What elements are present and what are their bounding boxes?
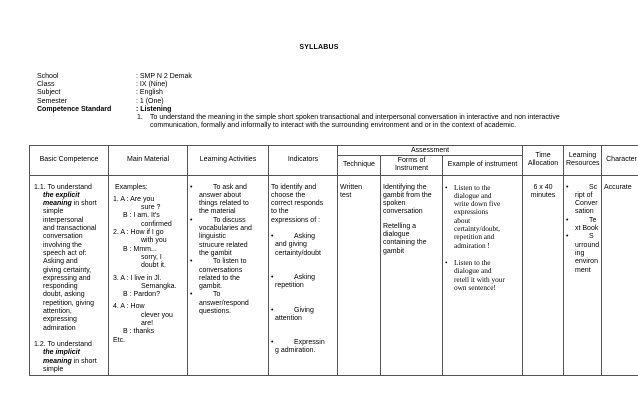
example-line: admiration ! <box>454 240 490 250</box>
activity-line: answer about <box>199 191 242 199</box>
technique-line: Written <box>340 183 363 191</box>
activity-line: gambit. <box>199 283 222 291</box>
activity-item <box>190 291 266 316</box>
activity-line: questions. <box>199 308 231 316</box>
info-label: Competence Standard <box>37 105 112 113</box>
material-line: are! <box>141 320 154 328</box>
indicator-intro-line: expressions of : <box>271 216 321 224</box>
info-label: Semester <box>37 97 67 105</box>
info-row-semester <box>37 98 192 106</box>
competence-item-number: 1. <box>137 114 143 121</box>
bc-line: conversation <box>43 233 83 241</box>
cell-main-material <box>109 175 188 376</box>
resource-line: S <box>589 233 594 241</box>
bullet-icon: • <box>566 216 569 224</box>
material-line: B : Pardon? <box>123 291 160 299</box>
header-basic-competence: Basic Competence <box>30 146 109 176</box>
cell-basic-competence <box>30 175 109 376</box>
material-line: B : I am. It's <box>123 212 160 220</box>
info-value: : 1 (One) <box>136 97 164 105</box>
activity-line: linguistic <box>199 233 226 241</box>
material-etc: Etc. <box>113 336 126 344</box>
bullet-icon: • <box>190 258 193 266</box>
bullet-icon: • <box>271 339 274 347</box>
table-row <box>30 175 638 376</box>
info-value: : SMP N 2 Demak <box>136 73 192 80</box>
cell-learning-resources <box>564 175 602 376</box>
activity-item <box>190 258 266 291</box>
bullet-icon: • <box>271 306 274 314</box>
activity-line: conversations <box>199 266 243 274</box>
competence-standard-list <box>137 114 607 130</box>
activity-item <box>190 184 266 217</box>
indicator-item <box>271 233 335 241</box>
info-label: Subject <box>37 89 61 97</box>
header-forms-of-instrument: Forms of Instrument <box>381 156 443 176</box>
material-line: sorry, I <box>141 253 162 261</box>
resource-line: urround <box>575 241 600 249</box>
technique-line: test <box>340 191 352 199</box>
bc-line: simple <box>43 365 64 373</box>
indicator-line: repetition <box>275 282 304 290</box>
material-line: sure ? <box>141 204 161 212</box>
bc-number: 1.2. <box>34 340 46 348</box>
bc-number: 1.1. <box>34 183 46 191</box>
activity-line: answer/respond <box>199 299 249 307</box>
cell-time-allocation <box>523 175 564 376</box>
bullet-icon: • <box>566 233 569 241</box>
forms-line: conversation <box>383 208 423 216</box>
bullet-icon: • <box>445 182 448 192</box>
competence-item <box>137 114 607 130</box>
forms-line: gambit from the <box>383 191 432 199</box>
resource-item <box>566 184 599 192</box>
bullet-icon: • <box>445 257 448 267</box>
bc-line: the explicit <box>43 191 80 199</box>
bc-line: expressing and <box>43 274 91 282</box>
example-line: retell it with your <box>454 274 505 284</box>
activity-line: related to the <box>199 274 240 282</box>
indicator-line: Asking <box>294 273 316 281</box>
material-line: doubt it. <box>141 262 166 270</box>
bc-line: speech act of: <box>43 249 87 257</box>
activity-line: To ask and <box>213 183 247 191</box>
bc-keyword: meaning <box>43 357 72 365</box>
resource-line: ript of <box>575 191 593 199</box>
example-line: dialogue and <box>454 266 492 276</box>
material-line: 4. A : How <box>113 303 145 311</box>
header-indicators: Indicators <box>269 146 338 176</box>
material-line: with you <box>141 237 167 245</box>
bc-keyword: meaning <box>43 200 72 208</box>
bc-line: simple <box>43 208 64 216</box>
activity-line: vocabularies and <box>199 225 252 233</box>
resource-line: ing <box>575 249 585 257</box>
cell-forms-of-instrument <box>381 175 443 376</box>
bc-line: attention, <box>43 308 72 316</box>
example-line: Listen to the <box>454 257 491 267</box>
forms-line: gambit <box>383 247 405 255</box>
resource-line: Sc <box>589 183 598 191</box>
bc-line: giving certainty, <box>43 266 92 274</box>
example-line: expressions <box>454 207 489 217</box>
resource-line: Te <box>589 216 597 224</box>
header-technique: Technique <box>338 156 381 176</box>
bc-line: and transactional <box>43 225 97 233</box>
bullet-icon: • <box>190 291 193 299</box>
header-main-material: Main Material <box>109 146 188 176</box>
indicator-item <box>271 339 335 347</box>
bc-line: involving the <box>43 241 82 249</box>
info-row-subject <box>37 89 192 97</box>
indicator-line: and giving <box>275 241 307 249</box>
example-line: own sentence! <box>454 282 496 292</box>
header-character: Character <box>602 146 638 176</box>
indicator-line: Expressin <box>294 339 325 347</box>
example-line: repetition and <box>454 232 495 242</box>
info-value: : English <box>136 89 163 97</box>
resource-line: Conver <box>575 200 598 208</box>
material-line: confirmed <box>141 220 172 228</box>
bc-line: To understand <box>47 183 92 191</box>
info-label: School <box>37 73 59 80</box>
example-line: certainty/doubt, <box>454 224 500 234</box>
activity-line: strucure related <box>199 241 248 249</box>
indicator-intro-line: correct responds <box>271 200 324 208</box>
header-learning-activities: Learning Activities <box>188 146 269 176</box>
material-examples-label: Examples: <box>115 183 148 191</box>
material-line: B : thanks <box>123 328 155 336</box>
indicator-intro-line: to the <box>271 208 289 216</box>
cell-example-of-instrument <box>443 175 523 376</box>
info-value: : IX (Nine) <box>136 81 168 89</box>
indicator-line: attention <box>275 314 302 322</box>
forms-line: spoken <box>383 200 406 208</box>
example-item <box>445 184 520 250</box>
bullet-icon: • <box>190 216 193 224</box>
bc-line: To understand <box>47 340 92 348</box>
forms-line: dialogue <box>383 231 410 239</box>
material-line: 2. A : How if I go <box>113 229 164 237</box>
cell-character: Accurate <box>602 175 638 376</box>
example-line: write down five <box>454 199 501 209</box>
bullet-icon: • <box>271 233 274 241</box>
indicator-line: certainty/doubt <box>275 249 321 257</box>
indicator-line: Asking <box>294 233 316 241</box>
bullet-icon: • <box>190 183 193 191</box>
forms-line: Identifying the <box>383 183 427 191</box>
bc-line: responding <box>43 283 78 291</box>
header-learning-resources: Learning Resources <box>564 146 602 176</box>
info-row-competence-standard <box>37 106 192 114</box>
indicator-item <box>271 307 335 315</box>
info-value: : Listening <box>136 105 172 113</box>
activity-line: To discuss <box>213 216 246 224</box>
indicator-intro-line: choose the <box>271 191 306 199</box>
indicator-line: Giving <box>294 306 314 314</box>
activity-line: To listen to <box>213 258 247 266</box>
activity-line: To <box>213 291 221 299</box>
activity-item <box>190 217 266 258</box>
cell-learning-activities <box>188 175 269 376</box>
bc-line: doubt, asking <box>43 291 85 299</box>
header-example-of-instrument: Example of instrument <box>443 156 523 176</box>
bc-line: expressing <box>43 316 77 324</box>
material-line: B : Mmm... <box>123 245 157 253</box>
info-label: Class <box>37 81 55 89</box>
bc-line: the implicit <box>43 349 80 357</box>
bc-line: in short <box>73 357 97 365</box>
table-header-row <box>30 146 638 156</box>
competence-item-text: To understand the meaning in the simple short spoken transactional and interpersonal conversation in interactive and non interactive communication, formally and informally to interact with the surrounding environment and or in the context of academic. <box>150 114 560 130</box>
cell-indicators <box>269 175 338 376</box>
activity-line: the material <box>199 208 236 216</box>
bullet-icon: • <box>566 183 569 191</box>
material-line: clever you <box>141 311 173 319</box>
document-title: SYLLABUS <box>299 44 339 51</box>
example-item <box>445 259 520 292</box>
material-line: 1. A : Are you <box>113 195 155 203</box>
cell-technique <box>338 175 381 376</box>
resource-line: sation <box>575 208 594 216</box>
indicator-intro-line: To identify and <box>271 183 317 191</box>
resource-line: xt Book <box>575 225 599 233</box>
indicator-line: g admiration. <box>275 347 316 355</box>
material-line: 3. A : I live in Jl. <box>113 274 162 282</box>
activity-line: the gambit <box>199 249 232 257</box>
header-time-allocation: Time Allocation <box>523 146 564 176</box>
forms-line: containing the <box>383 239 427 247</box>
resource-line: environ <box>575 258 598 266</box>
bc-line: admiration <box>43 324 76 332</box>
example-line: dialogue and <box>454 190 492 200</box>
syllabus-table <box>29 145 638 376</box>
time-line: 6 x 40 <box>533 183 553 191</box>
header-assessment: Assessment <box>338 146 523 156</box>
material-line: Semangka. <box>141 282 177 290</box>
resource-line: ment <box>575 266 591 274</box>
bc-line: in short <box>73 200 97 208</box>
forms-line: Retelling a <box>383 222 417 230</box>
info-block <box>37 73 192 114</box>
bc-line: repetition, giving <box>43 299 94 307</box>
info-row-class <box>37 81 192 89</box>
example-line: Listen to the <box>454 182 491 192</box>
activity-line: things related to <box>199 200 249 208</box>
indicator-item <box>271 274 335 282</box>
time-line: minutes <box>530 191 556 199</box>
bullet-icon: • <box>271 273 274 281</box>
example-line: about <box>454 215 471 225</box>
bc-line: interpersonal <box>43 216 84 224</box>
bc-line: Asking and <box>43 258 78 266</box>
resource-item <box>566 217 599 225</box>
resource-item <box>566 233 599 241</box>
info-row-school <box>37 73 192 81</box>
